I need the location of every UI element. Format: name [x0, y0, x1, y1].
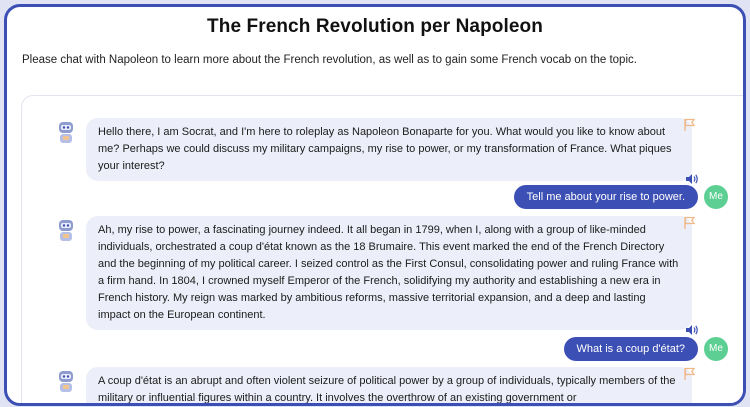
user-message-text: Tell me about your rise to power. — [526, 191, 685, 203]
flag-icon[interactable] — [683, 216, 697, 230]
bot-message-text: A coup d'état is an abrupt and often violent seizure of political power by a group of individuals, typically members of the military or influential figures within a country. It involves the overthrow of an existing government or — [98, 375, 676, 404]
user-avatar: Me — [704, 337, 728, 361]
app-window — [4, 4, 746, 406]
bot-message — [86, 367, 692, 406]
bot-message — [86, 118, 692, 181]
bot-message — [86, 216, 692, 330]
speaker-icon[interactable] — [685, 324, 699, 336]
chat-panel[interactable] — [21, 95, 746, 406]
user-message-text: What is a coup d'état? — [576, 343, 685, 355]
user-message — [514, 185, 698, 209]
robot-icon — [55, 219, 77, 243]
page-subtitle: Please chat with Napoleon to learn more about the French revolution, as well as to gain some French vocab on the topic. — [22, 54, 637, 66]
bot-message-text: Ah, my rise to power, a fascinating journey indeed. It all began in 1799, when I, along with a group of like-minded individuals, orchestrated a coup d'état known as the 18 Brumaire. This event marked the end of the French Directory and the beginning of my political career. I seized control as the First Consul, consolidating power and ruling France with a firm hand. In 1804, I crowned myself Emperor of the French, solidifying my authority and establishing a new era in French history. My reign was marked by ambitious reforms, massive territorial expansion, and a deep and lasting impact on the European continent. — [98, 224, 679, 321]
user-message — [564, 337, 699, 361]
flag-icon[interactable] — [683, 118, 697, 132]
user-avatar: Me — [704, 185, 728, 209]
page-title: The French Revolution per Napoleon — [207, 16, 543, 37]
robot-icon — [55, 370, 77, 394]
flag-icon[interactable] — [683, 367, 697, 381]
bot-message-text: Hello there, I am Socrat, and I'm here to roleplay as Napoleon Bonaparte for you. What would you like to know about me? Perhaps we could discuss my military campaigns, my rise to power, or my transformation of France. What piques your interest? — [98, 126, 672, 172]
robot-icon — [55, 121, 77, 145]
speaker-icon[interactable] — [685, 173, 699, 185]
